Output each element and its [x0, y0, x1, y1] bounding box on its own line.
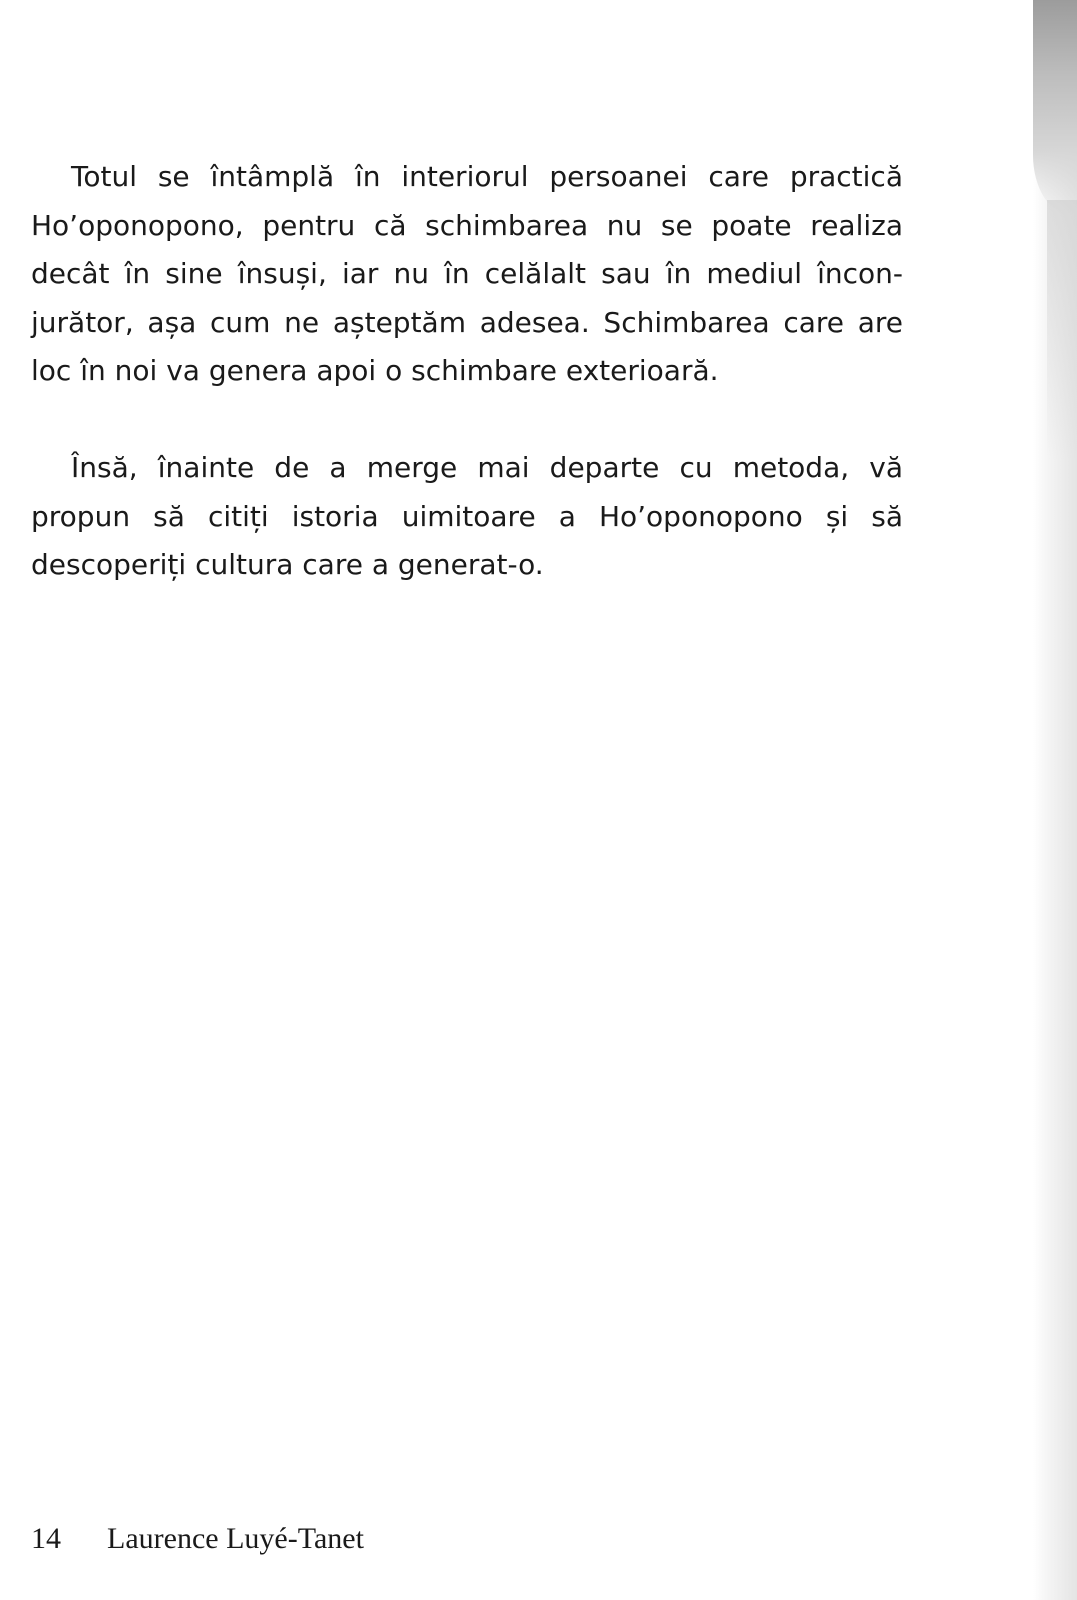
running-author: Laurence Luyé-Tanet — [107, 1522, 364, 1555]
paragraph-1: Totul se întâmplă în interiorul persoanei care practică Ho’oponopono, pentru că schimbarea nu se poate realiza decât în sine însuși, iar nu în celălalt sau în mediul înconjurător, așa cum ne așteptăm adesea. Schimbarea care are loc în noi va genera apoi o schimbare exterioară. — [31, 160, 903, 387]
body-text — [31, 153, 903, 590]
edge-image-fade — [1047, 200, 1077, 460]
edge-image-fragment — [1033, 0, 1077, 215]
paragraph-2: Însă, înainte de a merge mai departe cu metoda, vă propun să citiți istoria uimitoare a Ho’oponopono și să descoperiți cultura care a generat-o. — [31, 451, 903, 581]
page-edge-shading — [1033, 0, 1077, 1600]
page-number: 14 — [31, 1522, 61, 1555]
page-footer — [31, 1519, 364, 1559]
